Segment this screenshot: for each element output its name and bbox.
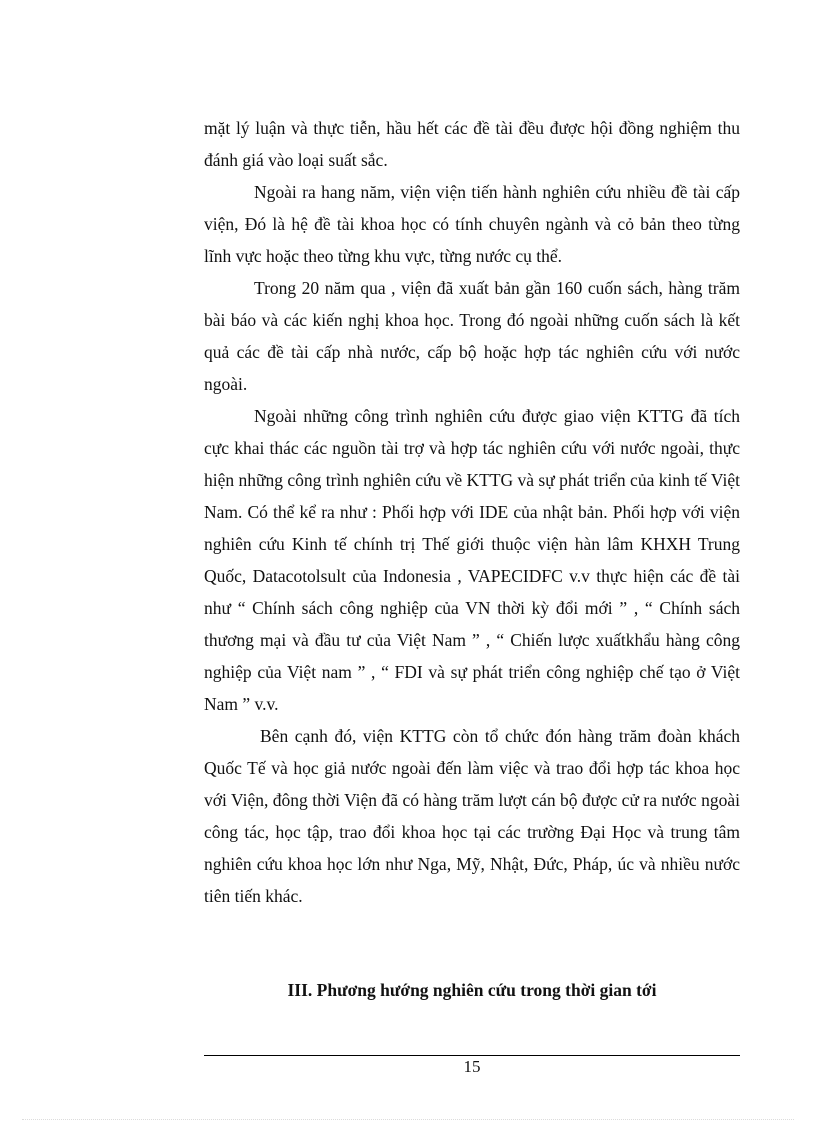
page-number: 15 (463, 1057, 481, 1076)
paragraph-international-cooperation: Ngoài những công trình nghiên cứu được giao viện KTTG đã tích cực khai thác các nguồn tài trợ và hợp tác nghiên cứu với nước ngoài, thực hiện những công trình nghiên cứu về KTTG và sự phát triển của kinh tế Việt Nam. Có thể kể ra như : Phối hợp với IDE của nhật bản. Phối hợp với viện nghiên cứu Kinh tế chính trị Thế giới thuộc viện hàn lâm KHXH Trung Quốc, Datacotolsult của Indonesia , VAPECIDFC v.v thực hiện các đề tài như “ Chính sách công nghiệp của VN thời kỳ đổi mới ” , “ Chính sách thương mại và đầu tư của Việt Nam ” , “ Chiến lược xuấtkhẩu hàng công nghiệp của Việt nam ” , “ FDI và sự phát triển công nghiệp chế tạo ở Việt Nam ” v.v. (204, 406, 740, 714)
bottom-dotted-border (22, 1119, 794, 1120)
paragraph-annual-research: Ngoài ra hang năm, viện viện tiến hành nghiên cứu nhiều đề tài cấp viện, Đó là hệ đề tài khoa học có tính chuyên ngành và cỏ bản theo từng lĩnh vực hoặc theo từng khu vực, từng nước cụ thể. (204, 182, 740, 266)
paragraph-exchanges: Bên cạnh đó, viện KTTG còn tổ chức đón hàng trăm đoàn khách Quốc Tế và học giả nước ngoài đến làm việc và trao đổi hợp tác khoa học với Viện, đông thời Viện đã có hàng trăm lượt cán bộ được cử ra nước ngoài công tác, học tập, trao đổi khoa học tại các trường Đại Học và trung tâm nghiên cứu khoa học lớn như Nga, Mỹ, Nhật, Đức, Pháp, úc và nhiều nước tiên tiến khác. (204, 726, 740, 906)
body-text (204, 112, 740, 912)
paragraph-publications: Trong 20 năm qua , viện đã xuất bản gần 160 cuốn sách, hàng trăm bài báo và các kiến nghị khoa học. Trong đó ngoài những cuốn sách là kết quả các đề tài cấp nhà nước, cấp bộ hoặc hợp tác nghiên cứu với nước ngoài. (204, 278, 740, 394)
section-heading: III. Phương hướng nghiên cứu trong thời gian tới (287, 980, 657, 1000)
paragraph-continuation: mặt lý luận và thực tiễn, hầu hết các đề tài đều được hội đồng nghiệm thu đánh giá vào loại suất sắc. (204, 118, 740, 170)
